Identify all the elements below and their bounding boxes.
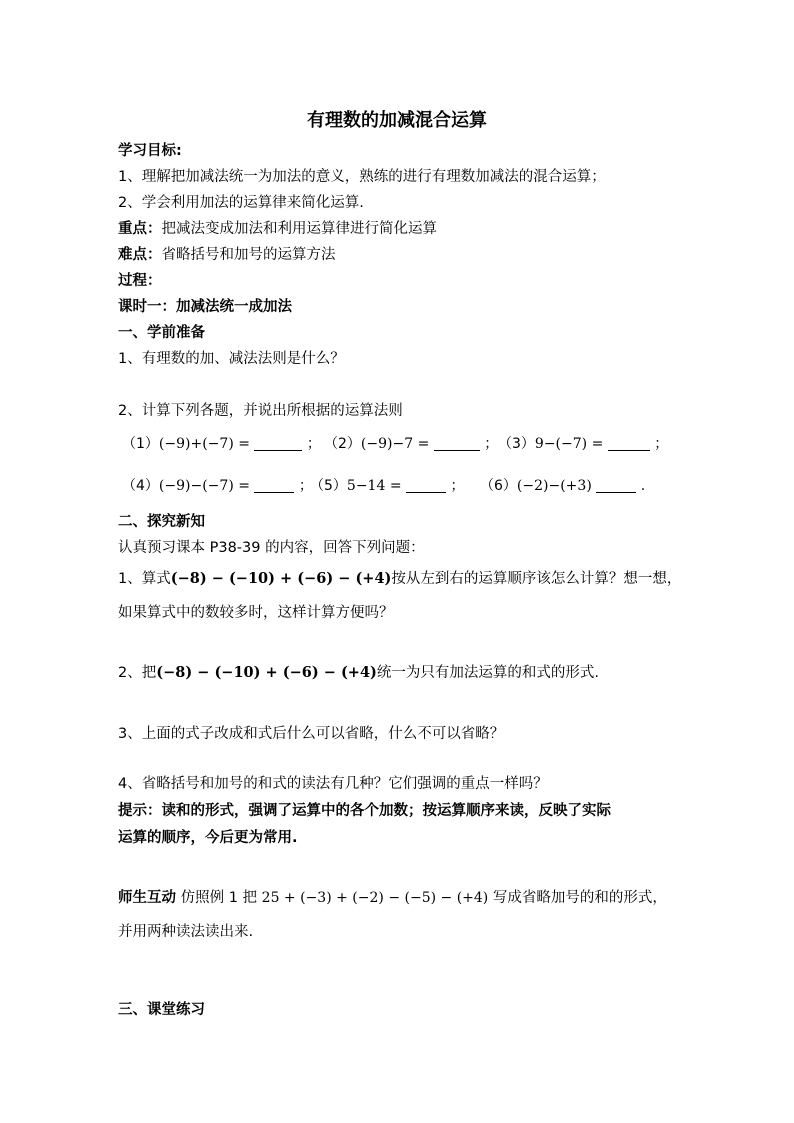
exercise-4 (122, 476, 313, 496)
math-expression: (−8) − (−10) + (−6) − (+4) (156, 664, 377, 681)
separator: ； (450, 478, 465, 494)
separator: ； (484, 436, 499, 452)
goal-item-1: 1、理解把加减法统一为加法的意义，熟练的进行有理数加减法的混合运算； (118, 169, 606, 185)
separator: ； (298, 478, 313, 494)
exercise-number: （3） (498, 436, 535, 452)
question-prefix: 2、把 (118, 665, 157, 681)
key-point (118, 219, 437, 239)
answer-blank[interactable] (608, 436, 650, 451)
exercise-expression: 5−14 = (346, 478, 402, 494)
answer-blank[interactable] (254, 436, 302, 451)
explore-question-4: 4、省略括号和加号的和式的读法有几种？它们强调的重点一样吗？ (118, 776, 548, 792)
exercise-1 (122, 434, 321, 454)
difficulty-label: 难点： (118, 247, 162, 263)
section-3-heading: 三、课堂练习 (118, 1002, 205, 1018)
exercise-number: （5） (310, 478, 347, 494)
question-2: 2、计算下列各题，并说出所根据的运算法则 (118, 403, 403, 419)
explore-question-3: 3、上面的式子改成和式后什么可以省略，什么不可以省略？ (118, 726, 505, 742)
explore-intro: 认真预习课本 P38-39 的内容，回答下列问题： (118, 540, 425, 556)
answer-blank[interactable] (434, 436, 480, 451)
section-1-heading: 一、学前准备 (118, 325, 205, 341)
interaction-suffix: 写成省略加号的和的形式， (492, 890, 667, 906)
answer-blank[interactable] (406, 478, 446, 493)
exercise-expression: (−9)+(−7) = (158, 436, 250, 452)
separator: ； (306, 436, 321, 452)
exercise-6 (480, 476, 645, 496)
page-title: 有理数的加减混合运算 (307, 110, 487, 131)
end-mark: . (640, 478, 646, 494)
difficulty-text: 省略括号和加号的运算方法 (161, 247, 336, 263)
key-label: 重点： (118, 221, 162, 237)
exercise-number: （4） (122, 478, 159, 494)
exercise-expression: (−9)−(−7) = (158, 478, 250, 494)
interaction-task (118, 888, 667, 908)
exercise-expression: (−2)−(+3) (516, 478, 592, 494)
interaction-label: 师生互动 (118, 890, 176, 906)
hint-line-1: 提示：读和的形式，强调了运算中的各个加数；按运算顺序来读，反映了实际 (118, 803, 611, 819)
exercise-number: （2） (324, 436, 361, 452)
explore-question-1-cont: 如果算式中的数较多时，这样计算方便吗？ (118, 605, 394, 621)
process-heading: 过程： (118, 273, 162, 289)
separator: ； (654, 436, 669, 452)
question-suffix: 按从左到右的运算顺序该怎么计算？想一想， (391, 571, 682, 587)
answer-blank[interactable] (254, 478, 294, 493)
key-text: 把减法变成加法和利用运算律进行简化运算 (161, 221, 437, 237)
interaction-task-cont: 并用两种读法读出来. (118, 924, 254, 940)
goal-item-2: 2、学会利用加法的运算律来简化运算. (118, 195, 364, 211)
exercise-5 (310, 476, 464, 496)
math-expression: 25 + (−3) + (−2) − (−5) − (+4) (261, 890, 489, 906)
hint-line-2: 运算的顺序，今后更为常用. (118, 830, 298, 846)
exercise-3 (498, 434, 668, 454)
exercise-2 (324, 434, 498, 454)
exercise-expression: (−9)−7 = (360, 436, 430, 452)
question-1: 1、有理数的加、减法法则是什么？ (118, 351, 345, 367)
explore-question-1 (118, 569, 681, 589)
question-prefix: 1、算式 (118, 571, 171, 587)
section-2-heading: 二、探究新知 (118, 514, 205, 530)
lesson-heading: 课时一：加减法统一成加法 (118, 299, 292, 315)
question-suffix: 统一为只有加法运算的和式的形式. (376, 665, 600, 681)
interaction-prefix: 仿照例 1 把 (180, 890, 258, 906)
explore-question-2 (118, 663, 599, 683)
goals-heading: 学习目标: (118, 143, 182, 159)
math-expression: (−8) − (−10) + (−6) − (+4) (170, 570, 392, 587)
exercise-number: （1） (122, 436, 159, 452)
exercise-number: （6） (480, 478, 517, 494)
exercise-expression: 9−(−7) = (534, 436, 604, 452)
difficulty-point (118, 245, 336, 265)
answer-blank[interactable] (596, 478, 636, 493)
